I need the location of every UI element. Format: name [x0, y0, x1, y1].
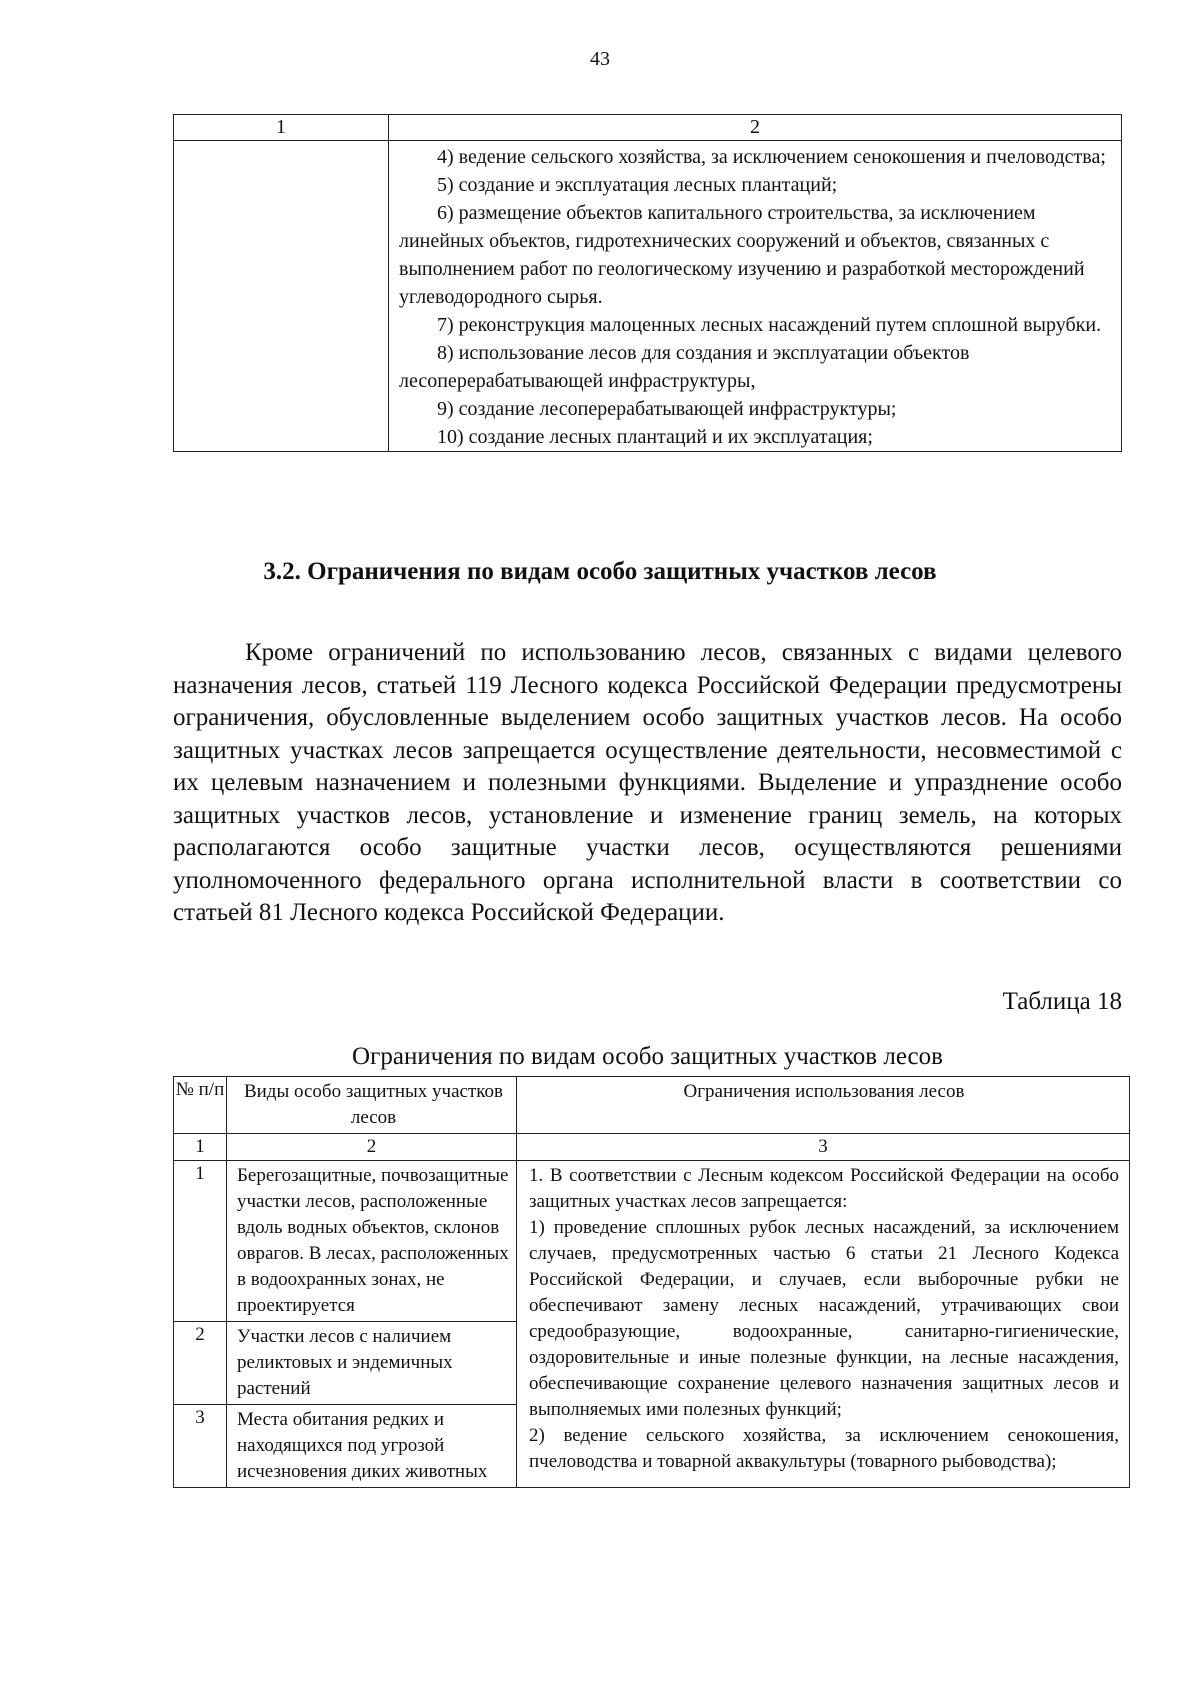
col-number: 2 — [227, 1134, 517, 1161]
col-number: 3 — [517, 1134, 1130, 1161]
restriction-item: 2) ведение сельского хозяйства, за исключением сенокошения, пчеловодства и товарной аквакультуры (товарного рыбоводства); — [529, 1425, 1119, 1472]
col-header-restrictions: Ограничения использования лесов — [517, 1077, 1130, 1134]
col-header-kind: Виды особо защитных участков лесов — [227, 1077, 517, 1134]
list-item: 7) реконструкция малоценных лесных насаждений путем сплошной вырубки. — [437, 314, 1102, 336]
list-item: 5) создание и эксплуатация лесных плантаций; — [437, 174, 838, 196]
row-number: 1 — [174, 1161, 227, 1322]
list-item: 8) использование лесов для создания и эксплуатации объектов лесоперерабатывающей инфраструктуры, — [399, 342, 970, 392]
table-header-row — [174, 1077, 1130, 1134]
table-title: Ограничения по видам особо защитных участков лесов — [352, 1043, 943, 1070]
page-number: 43 — [590, 48, 610, 70]
row-number: 2 — [174, 1322, 227, 1405]
row-kind: Берегозащитные, почвозащитные участки лесов, расположенные вдоль водных объектов, склонов оврагов. В лесах, расположенных в водоохранных зонах, не проектируется — [227, 1161, 517, 1322]
list-item: 4) ведение сельского хозяйства, за исключением сенокошения и пчеловодства; — [437, 146, 1106, 168]
row-number: 3 — [174, 1405, 227, 1488]
col-header-1: 1 — [174, 115, 389, 141]
table-caption: Таблица 18 — [1002, 988, 1122, 1015]
row-kind: Участки лесов с наличием реликтовых и эндемичных растений — [227, 1322, 517, 1405]
list-item: 9) создание лесоперерабатывающей инфраструктуры; — [437, 398, 897, 420]
section-heading: 3.2. Ограничения по видам особо защитных участков лесов — [263, 558, 937, 585]
list-item: 10) создание лесных плантаций и их эксплуатация; — [437, 426, 873, 448]
col-header-2: 2 — [389, 115, 1122, 141]
table-row — [174, 1161, 1130, 1322]
continuation-table — [173, 114, 1122, 452]
col-number: 1 — [174, 1134, 227, 1161]
restrictions-cell — [517, 1161, 1130, 1488]
body-paragraph: Кроме ограничений по использованию лесов, связанных с видами целевого назначения лесов, статьей 119 Лесного кодекса Российской Федерации предусмотрены ограничения, обусловленные выделением особо защитных участков лесов. На особо защитных участках лесов запрещается осуществление деятельности, несовместимой с их целевым назначением и полезными функциями. Выделение и упразднение особо защитных участков лесов, установление и изменение границ земель, на которых располагаются особо защитные участки лесов, осуществляются решениями уполномоченного федерального органа исполнительной власти в соответствии со статьей 81 Лесного кодекса Российской Федерации. — [173, 639, 1122, 926]
list-item: 6) размещение объектов капитального строительства, за исключением линейных объектов, гидротехнических сооружений и объектов, связанных с выполнением работ по геологическому изучению и разработкой месторождений углеводородного сырья. — [399, 202, 1085, 308]
row-kind: Места обитания редких и находящихся под угрозой исчезновения диких животных — [227, 1405, 517, 1488]
table-header-row — [174, 115, 1122, 141]
col-header-num: № п/п — [174, 1077, 227, 1134]
empty-cell — [174, 141, 389, 452]
restriction-item: 1. В соответствии с Лесным кодексом Российской Федерации на особо защитных участках лесов запрещается: — [529, 1165, 1119, 1212]
column-numbers-row — [174, 1134, 1130, 1161]
restrictions-table — [173, 1076, 1130, 1488]
table-row — [174, 141, 1122, 452]
restriction-item: 1) проведение сплошных рубок лесных насаждений, за исключением случаев, предусмотренных частью 6 статьи 21 Лесного Кодекса Российской Федерации, и случаев, если выборочные рубки не обеспечивают замену лесных насаждений, утрачивающих свои средообразующие, водоохранные, санитарно-гигиенические, оздоровительные и иные полезные функции, на лесные насаждения, обеспечивающие сохранение целевого назначения защитных лесов и выполняемых ими полезных функций; — [529, 1217, 1119, 1420]
restriction-list — [389, 141, 1122, 452]
